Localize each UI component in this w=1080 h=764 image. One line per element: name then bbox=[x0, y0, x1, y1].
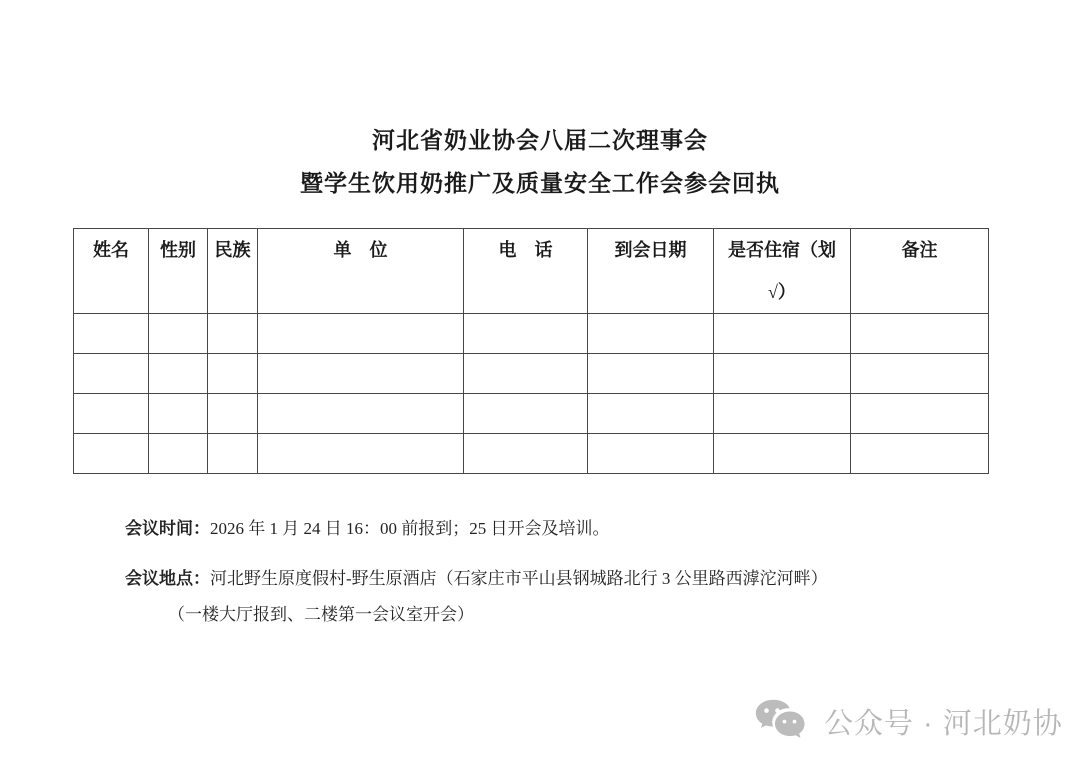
empty-cell bbox=[258, 434, 464, 474]
table-header-row bbox=[74, 229, 989, 314]
empty-cell bbox=[588, 434, 714, 474]
table-body bbox=[74, 314, 989, 474]
col-header-name: 姓名 bbox=[74, 229, 149, 314]
empty-cell bbox=[714, 394, 851, 434]
col-header-organization: 单 位 bbox=[258, 229, 464, 314]
empty-cell bbox=[149, 434, 208, 474]
empty-cell bbox=[851, 394, 989, 434]
empty-cell bbox=[208, 394, 258, 434]
page-title-line1: 河北省奶业协会八届二次理事会 bbox=[372, 128, 708, 153]
meeting-time-row bbox=[125, 514, 610, 539]
empty-cell bbox=[208, 314, 258, 354]
meeting-time-label: 会议时间： bbox=[125, 519, 210, 538]
empty-cell bbox=[74, 434, 149, 474]
col-header-ethnicity: 民族 bbox=[208, 229, 258, 314]
col-header-gender: 性别 bbox=[149, 229, 208, 314]
empty-cell bbox=[464, 394, 588, 434]
meeting-time-text: 2026 年 1 月 24 日 16：00 前报到；25 日开会及培训。 bbox=[210, 519, 610, 538]
empty-cell bbox=[714, 434, 851, 474]
col-header-arrival-date: 到会日期 bbox=[588, 229, 714, 314]
empty-cell bbox=[588, 354, 714, 394]
registration-table bbox=[73, 228, 989, 474]
wechat-icon bbox=[752, 698, 814, 745]
empty-cell bbox=[258, 354, 464, 394]
empty-cell bbox=[588, 314, 714, 354]
empty-cell bbox=[74, 314, 149, 354]
official-account-label: 公众号 · 河北奶协 bbox=[824, 708, 1063, 740]
empty-cell bbox=[588, 394, 714, 434]
empty-cell bbox=[851, 354, 989, 394]
meeting-location-text: 河北野生原度假村-野生原酒店（石家庄市平山县钢城路北行 3 公里路西滹沱河畔） bbox=[210, 569, 828, 588]
empty-cell bbox=[208, 354, 258, 394]
empty-cell bbox=[74, 394, 149, 434]
empty-cell bbox=[714, 354, 851, 394]
empty-cell bbox=[149, 394, 208, 434]
empty-cell bbox=[464, 434, 588, 474]
location-note-row: （一楼大厅报到、二楼第一会议室开会） bbox=[168, 605, 474, 624]
page-title-line2: 暨学生饮用奶推广及质量安全工作会参会回执 bbox=[300, 171, 780, 196]
col-header-lodging-line2: √） bbox=[768, 282, 796, 302]
col-header-lodging-line1: 是否住宿（划 bbox=[728, 240, 836, 260]
empty-cell bbox=[714, 314, 851, 354]
empty-cell bbox=[258, 314, 464, 354]
empty-cell bbox=[208, 434, 258, 474]
table-row bbox=[74, 354, 989, 394]
meeting-location-label: 会议地点： bbox=[125, 569, 210, 588]
empty-cell bbox=[149, 354, 208, 394]
table-row bbox=[74, 394, 989, 434]
empty-cell bbox=[851, 314, 989, 354]
col-header-phone: 电 话 bbox=[464, 229, 588, 314]
empty-cell bbox=[258, 394, 464, 434]
col-header-remarks: 备注 bbox=[851, 229, 989, 314]
table-row bbox=[74, 314, 989, 354]
wechat-account-watermark bbox=[752, 698, 1063, 745]
empty-cell bbox=[149, 314, 208, 354]
table-row bbox=[74, 434, 989, 474]
empty-cell bbox=[464, 354, 588, 394]
empty-cell bbox=[464, 314, 588, 354]
meeting-location-row bbox=[125, 564, 828, 589]
col-header-lodging bbox=[714, 229, 851, 314]
empty-cell bbox=[851, 434, 989, 474]
empty-cell bbox=[74, 354, 149, 394]
